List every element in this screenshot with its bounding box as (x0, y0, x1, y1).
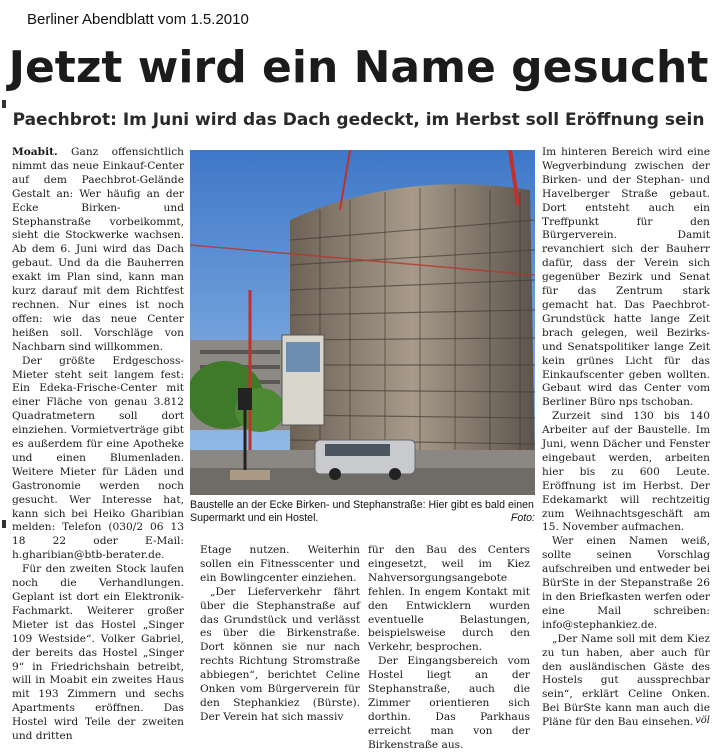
paragraph: für den Bau des Centers eingesetzt, weil im Kiez Nahversorgungsangebote fehlen. In engem Kontakt mit den Entwicklern wurden eventuelle Belastungen, beispielsweise durch den Verkehr, besprochen. (368, 544, 530, 654)
subheadline: Paechbrot: Im Juni wird das Dach gedeckt, im Herbst soll Eröffnung sein (12, 110, 705, 130)
article-column-3 (368, 544, 530, 753)
article-column-4 (542, 146, 710, 730)
paragraph: Zurzeit sind 130 bis 140 Arbeiter auf der Baustelle. Im Juni, wenn Dächer und Fenster eingebaut werden, arbeiten hier bis zu 600 Leute. Eröffnung ist im Herbst. Der Edekamarkt will rechtzeitig zum Weihnachtsgeschäft am 15. November aufmachen. (542, 410, 710, 534)
author-signature: völ (695, 715, 710, 726)
paragraph: Im hinteren Bereich wird eine Wegverbindung zwischen der Birken- und der Stephan- und Havelberger Straße gebaut. Dort entsteht auch ein Treffpunkt für den Bürgerverein. Damit revanchiert sich der Bauherr dafür, dass der Verein sich gegenüber Bezirk und Senat für das Zentrum stark gemacht hat. Das Paechbrot-Grundstück hatte lange Zeit brach gelegen, weil Bezirks- und Senatspolitiker lange Zeit kein grünes Licht für das Einkaufscenter geben wollten. Gebaut wird das Center vom Berliner Büro nps tschoban. (542, 146, 710, 409)
paragraph: Der Eingangsbereich vom Hostel liegt an der Stephanstraße, auch die Zimmer orientieren sich dorthin. Das Parkhaus erreicht man von der Birkenstraße aus. (368, 655, 530, 751)
paragraph: Für den zweiten Stock laufen noch die Verhandlungen. Geplant ist dort ein Elektronik-Fachmarkt. Weiterer großer Mieter ist das Hostel „Singer 109 Westside“. Volker Gabriel, der bereits das Hostel „Singer 9“ in Friedrichshain betreibt, will in Moabit ein zweites Haus mit 193 Zimmern und sechs Apartments eröffnen. Das Hostel wird Teile der zweiten und dritten (12, 563, 184, 743)
dateline: Moabit. (12, 146, 58, 158)
paragraph: „Der Name soll mit dem Kiez zu tun haben, aber auch für den ausländischen Gäste des Hostels gut aussprechbar sein“, erklärt Celine Onken. Bei BürSte kann man auch die Pläne für den Bau einsehen. (542, 632, 710, 729)
paragraph: Ganz offensichtlich nimmt das neue Einkauf-Center auf dem Paechbrot-Gelände Gestalt an: Wer häufig an der Ecke Birken- und Stephanstraße vorbeikommt, sieht die Stockwerke wachsen. Ab dem 6. Juni wird das Dach gebaut. Und da die Bauherren exakt im Plan sind, kann man kurz darauf mit dem Richtfest rechnen. Nur eines ist noch offen: wie das neue Center heißen soll. Vorschläge von Nachbarn sind willkommen. (12, 146, 184, 353)
paragraph: Wer einen Namen weiß, sollte seinen Vorschlag aufschreiben und entweder bei BürSte in der Stepanstraße 26 in den Briefkasten werfen oder eine Mail schreiben: info@stephankiez.de. (542, 535, 710, 631)
left-edge-mark (2, 100, 6, 108)
photo-caption (190, 499, 535, 525)
source-line: Berliner Abendblatt vom 1.5.2010 (27, 11, 249, 28)
article-column-2 (200, 544, 360, 725)
paragraph: Der größte Erdgeschoss-Mieter steht seit langem fest: Ein Edeka-Frische-Center mit einer Fläche von genau 3.812 Quadratmetern soll dort einziehen. Vormietverträge gibt es außerdem für eine Apotheke und einen Blumenladen. Weitere Mieter für Läden und Gastronomie werden noch gesucht. Wer Interesse hat, kann sich bei Heiko Gharibian melden: Telefon (030/2 06 13 18 22 oder E-Mail: h.gharibian@btb-berater.de. (12, 354, 184, 562)
left-edge-mark (2, 520, 6, 528)
article-column-1 (12, 146, 184, 744)
photo-credit: Foto: (510, 512, 535, 524)
caption-text: Baustelle an der Ecke Birken- und Stephanstraße: Hier gibt es bald einen Supermarkt und ein Hostel. (190, 499, 534, 524)
headline: Jetzt wird ein Name gesucht (8, 42, 709, 93)
construction-photo (190, 150, 535, 495)
paragraph: „Der Lieferverkehr fährt über die Stephanstraße auf das Grundstück und verlässt es über die Birkenstraße. Dort können sie nur nach rechts Richtung Stromstraße abbiegen“, berichtet Celine Onken vom Bürgerverein für den Stephankiez (Bürste). Der Verein hat sich massiv (200, 585, 360, 723)
paragraph: Etage nutzen. Weiterhin sollen ein Fitnesscenter und ein Bowlingcenter einziehen. (200, 544, 360, 584)
